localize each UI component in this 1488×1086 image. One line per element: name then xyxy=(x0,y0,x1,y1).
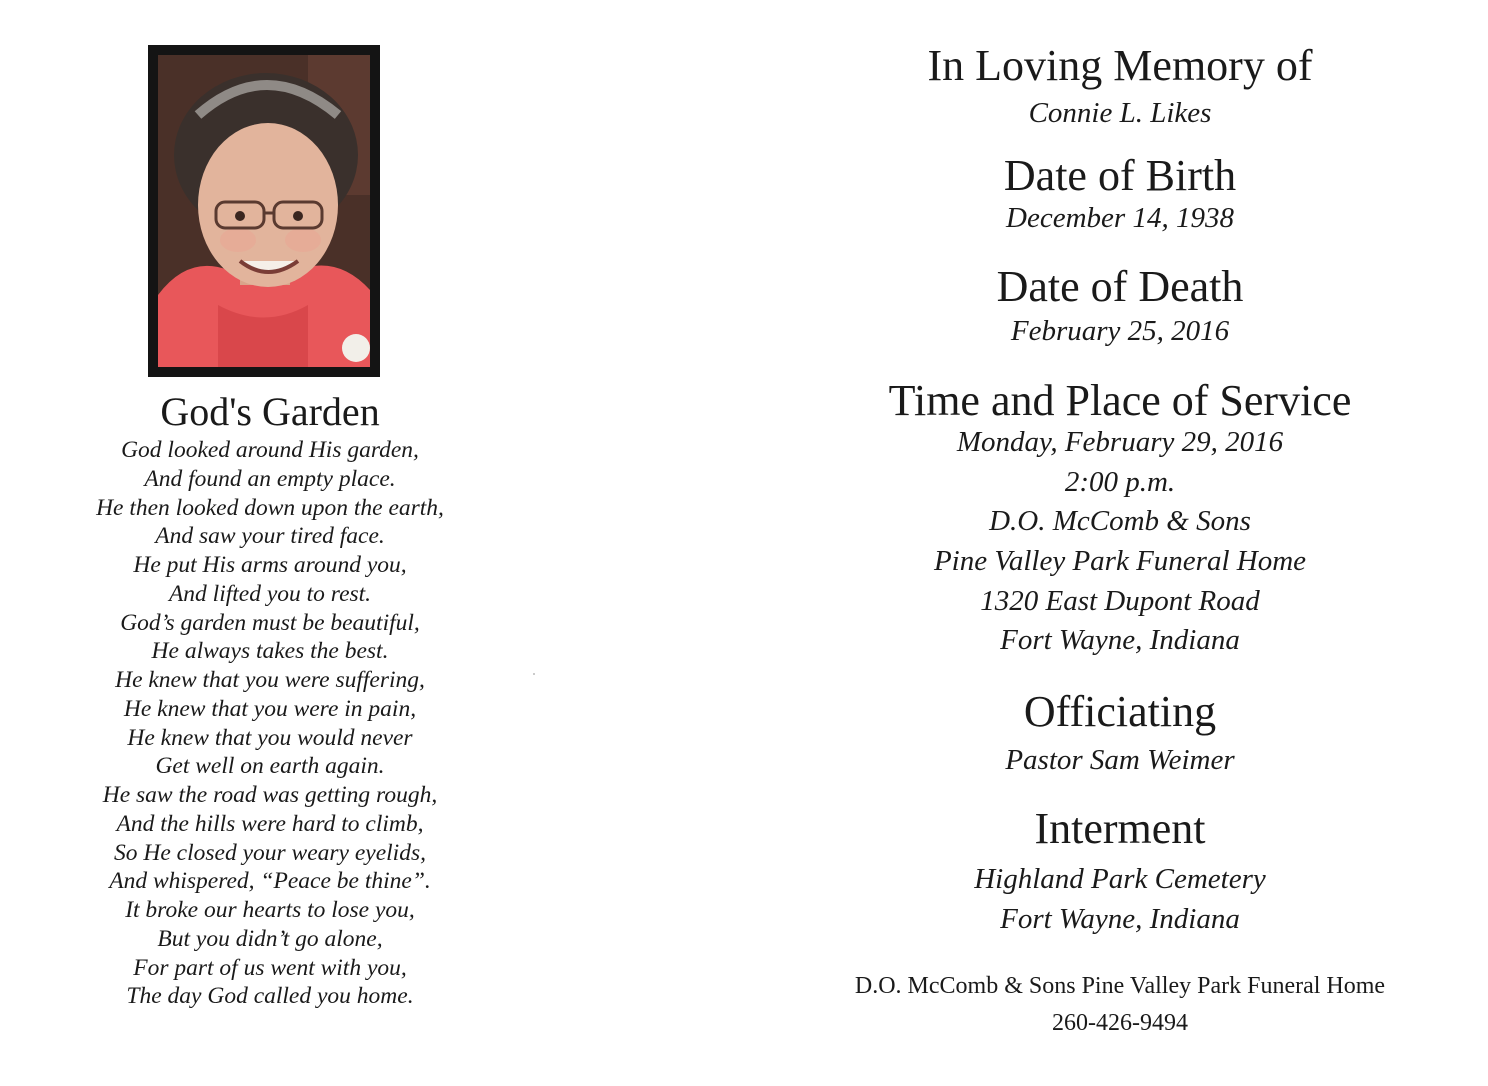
poem-line: The day God called you home. xyxy=(126,983,414,1010)
interment-heading: Interment xyxy=(1034,804,1206,853)
poem-line: For part of us went with you, xyxy=(133,954,407,981)
poem-line: Get well on earth again. xyxy=(155,753,385,780)
portrait-illustration xyxy=(158,55,370,367)
birth-heading: Date of Birth xyxy=(1003,151,1237,200)
poem-line: He saw the road was getting rough, xyxy=(102,782,438,808)
scan-speck xyxy=(533,673,535,675)
service-line: Monday, February 29, 2016 xyxy=(956,426,1284,458)
poem-line: So He closed your weary eyelids, xyxy=(114,839,426,866)
poem-line: God’s garden must be beautiful, xyxy=(120,609,420,636)
poem-line: And found an empty place. xyxy=(144,465,396,492)
footer-phone: 260-426-9494 xyxy=(1052,1010,1188,1036)
service-heading: Time and Place of Service xyxy=(888,376,1352,425)
memory-heading: In Loving Memory of xyxy=(927,41,1313,90)
portrait-photo xyxy=(158,55,370,367)
poem-line: And the hills were hard to climb, xyxy=(116,810,424,837)
poem-line: He always takes the best. xyxy=(151,638,389,665)
poem-line: God looked around His garden, xyxy=(121,437,419,463)
service-line: 1320 East Dupont Road xyxy=(980,585,1260,617)
poem-line: He put His arms around you, xyxy=(133,552,407,578)
death-date: February 25, 2016 xyxy=(1010,315,1230,347)
interment-line: Fort Wayne, Indiana xyxy=(1000,903,1240,935)
poem-line: And saw your tired face. xyxy=(155,523,385,550)
photo-frame xyxy=(148,45,380,377)
death-heading: Date of Death xyxy=(996,262,1244,311)
right-panel xyxy=(790,0,1450,1086)
poem-line: And lifted you to rest. xyxy=(168,580,372,607)
service-line: Fort Wayne, Indiana xyxy=(1000,624,1240,656)
left-panel xyxy=(40,0,500,1086)
officiant-name: Pastor Sam Weimer xyxy=(1005,744,1235,776)
service-line: 2:00 p.m. xyxy=(1064,466,1176,498)
deceased-name: Connie L. Likes xyxy=(1028,97,1212,129)
poem-line: He then looked down upon the earth, xyxy=(96,494,444,521)
service-line: D.O. McComb & Sons xyxy=(989,505,1251,537)
poem-line: And whispered, “Peace be thine”. xyxy=(109,868,431,895)
footer-funeral-home: D.O. McComb & Sons Pine Valley Park Funeral Home xyxy=(854,973,1386,999)
poem-title: God's Garden xyxy=(160,389,380,434)
poem-line: But you didn’t go alone, xyxy=(157,925,383,952)
poem xyxy=(40,436,500,1011)
poem-line: He knew that you were suffering, xyxy=(115,667,425,693)
poem-line: He knew that you were in pain, xyxy=(123,695,417,722)
birth-date: December 14, 1938 xyxy=(1006,202,1234,234)
service-line: Pine Valley Park Funeral Home xyxy=(933,545,1307,577)
poem-line: He knew that you would never xyxy=(127,724,413,751)
officiating-heading: Officiating xyxy=(1023,687,1217,736)
interment-line: Highland Park Cemetery xyxy=(974,863,1266,895)
poem-line: It broke our hearts to lose you, xyxy=(125,897,415,923)
